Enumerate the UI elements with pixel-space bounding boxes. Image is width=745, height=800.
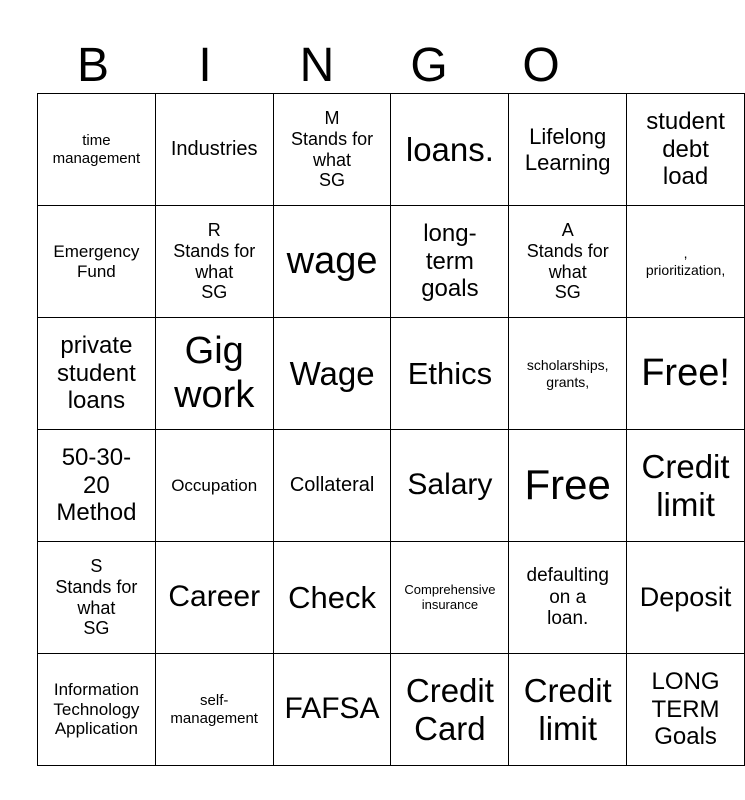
header-letter-g: G xyxy=(410,39,448,92)
header-letter-n: N xyxy=(299,39,335,92)
board-cell: Industries xyxy=(155,94,273,206)
board-cell: Ethics xyxy=(391,318,509,430)
header-letter-i: I xyxy=(198,39,212,92)
board-cell: wage xyxy=(273,206,391,318)
board-row xyxy=(38,542,745,654)
board-row xyxy=(38,206,745,318)
board-cell: scholarships, grants, xyxy=(509,318,627,430)
board-cell: Collateral xyxy=(273,430,391,542)
board-cell: student debt load xyxy=(627,94,745,206)
board-cell: A Stands for what SG xyxy=(509,206,627,318)
board-cell: Wage xyxy=(273,318,391,430)
bingo-board xyxy=(37,93,745,766)
board-cell: 50-30- 20 Method xyxy=(38,430,156,542)
board-cell: Lifelong Learning xyxy=(509,94,627,206)
board-cell: defaulting on a loan. xyxy=(509,542,627,654)
board-cell: S Stands for what SG xyxy=(38,542,156,654)
board-cell: LONG TERM Goals xyxy=(627,654,745,766)
board-cell: Career xyxy=(155,542,273,654)
board-cell: Occupation xyxy=(155,430,273,542)
board-cell: R Stands for what SG xyxy=(155,206,273,318)
board-cell: Emergency Fund xyxy=(38,206,156,318)
board-cell: Credit limit xyxy=(509,654,627,766)
board-cell: , prioritization, xyxy=(627,206,745,318)
board-cell: Check xyxy=(273,542,391,654)
board-cell: private student loans xyxy=(38,318,156,430)
board-cell: Deposit xyxy=(627,542,745,654)
board-row xyxy=(38,318,745,430)
board-cell: long- term goals xyxy=(391,206,509,318)
board-row xyxy=(38,654,745,766)
board-cell: Free! xyxy=(627,318,745,430)
board-cell: Information Technology Application xyxy=(38,654,156,766)
board-cell: Free xyxy=(509,430,627,542)
bingo-header xyxy=(37,38,709,94)
board-cell: FAFSA xyxy=(273,654,391,766)
board-cell: Gig work xyxy=(155,318,273,430)
board-cell: Comprehensive insurance xyxy=(391,542,509,654)
header-letter-o: O xyxy=(522,39,560,92)
board-cell: Credit limit xyxy=(627,430,745,542)
board-cell: self- management xyxy=(155,654,273,766)
board-cell: M Stands for what SG xyxy=(273,94,391,206)
board-cell: Credit Card xyxy=(391,654,509,766)
board-cell: loans. xyxy=(391,94,509,206)
board-cell: time management xyxy=(38,94,156,206)
board-cell: Salary xyxy=(391,430,509,542)
board-row xyxy=(38,94,745,206)
board-row xyxy=(38,430,745,542)
header-letter-b: B xyxy=(76,39,109,92)
